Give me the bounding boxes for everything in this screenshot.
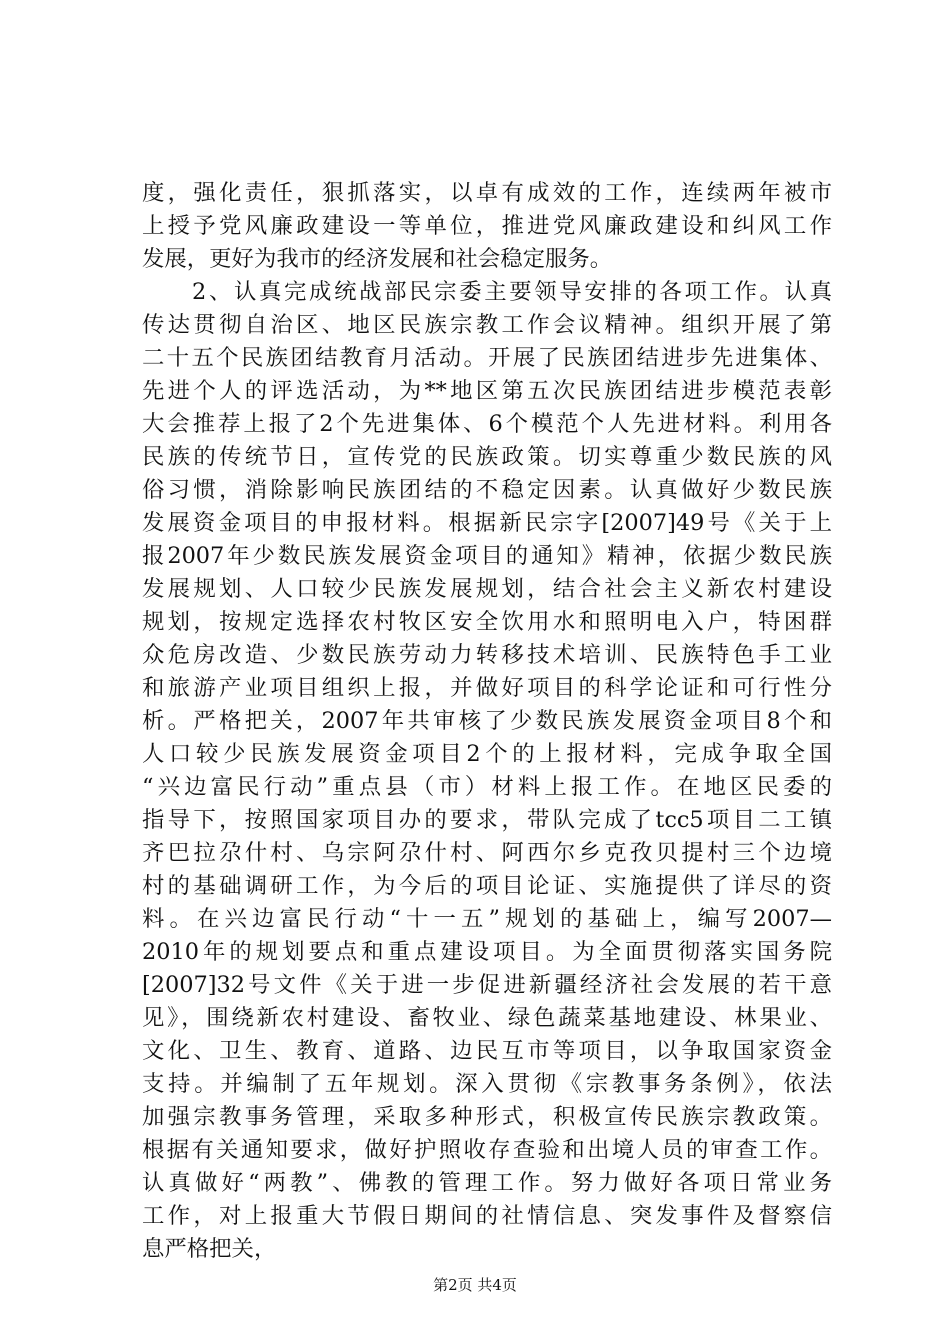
text-line: 息严格把关，	[142, 1236, 277, 1262]
text-line: “兴边富民行动”重点县（市）材料上报工作。在地区民委的	[142, 774, 832, 800]
text-line: 2010年的规划要点和重点建设项目。为全面贯彻落实国务院	[142, 939, 832, 965]
text-line: 支持。并编制了五年规划。深入贯彻《宗教事务条例》，依法	[142, 1071, 832, 1097]
text-line: 规划，按规定选择农村牧区安全饮用水和照明电入户，特困群	[142, 609, 832, 635]
text-line: 民族的传统节日，宣传党的民族政策。切实尊重少数民族的风	[142, 444, 832, 470]
text-line: 根据有关通知要求，做好护照收存查验和出境人员的审查工作。	[142, 1137, 832, 1163]
text-line: 众危房改造、少数民族劳动力转移技术培训、民族特色手工业	[142, 642, 832, 668]
page-number-label: 第2页 共4页	[433, 1276, 517, 1294]
text-line: 人口较少民族发展资金项目2个的上报材料，完成争取全国	[142, 741, 832, 767]
text-line: 认真做好“两教”、佛教的管理工作。努力做好各项日常业务	[142, 1170, 832, 1196]
page-footer	[0, 1275, 950, 1295]
document-body	[142, 177, 832, 1266]
text-line: 报2007年少数民族发展资金项目的通知》精神，依据少数民族	[142, 543, 832, 569]
text-line: 先进个人的评选活动，为**地区第五次民族团结进步模范表彰	[142, 378, 832, 404]
text-line: 发展，更好为我市的经济发展和社会稳定服务。	[142, 246, 613, 272]
text-line: 文化、卫生、教育、道路、边民互市等项目，以争取国家资金	[142, 1038, 832, 1064]
text-line: 和旅游产业项目组织上报，并做好项目的科学论证和可行性分	[142, 675, 832, 701]
text-line: 二十五个民族团结教育月活动。开展了民族团结进步先进集体、	[142, 345, 832, 371]
text-line: 析。严格把关，2007年共审核了少数民族发展资金项目8个和	[142, 708, 832, 734]
text-line: 村的基础调研工作，为今后的项目论证、实施提供了详尽的资	[142, 873, 832, 899]
text-line: 料。在兴边富民行动“十一五”规划的基础上，编写2007—	[142, 906, 832, 932]
text-line: 大会推荐上报了2个先进集体、6个模范个人先进材料。利用各	[142, 411, 832, 437]
text-line: 度，强化责任，狠抓落实，以卓有成效的工作，连续两年被市	[142, 180, 832, 206]
text-line: 上授予党风廉政建设一等单位，推进党风廉政建设和纠风工作	[142, 213, 832, 239]
text-line: 见》，围绕新农村建设、畜牧业、绿色蔬菜基地建设、林果业、	[142, 1005, 832, 1031]
text-line: 工作，对上报重大节假日期间的社情信息、突发事件及督察信	[142, 1203, 832, 1229]
text-line: 俗习惯，消除影响民族团结的不稳定因素。认真做好少数民族	[142, 477, 832, 503]
text-line: 发展规划、人口较少民族发展规划，结合社会主义新农村建设	[142, 576, 832, 602]
text-line: 加强宗教事务管理，采取多种形式，积极宣传民族宗教政策。	[142, 1104, 832, 1130]
text-line: 传达贯彻自治区、地区民族宗教工作会议精神。组织开展了第	[142, 312, 832, 338]
text-line: [2007]32号文件《关于进一步促进新疆经济社会发展的若干意	[142, 972, 832, 998]
text-line: 2、认真完成统战部民宗委主要领导安排的各项工作。认真	[142, 279, 832, 305]
text-line: 齐巴拉尕什村、乌宗阿尕什村、阿西尔乡克孜贝提村三个边境	[142, 840, 832, 866]
text-line: 发展资金项目的申报材料。根据新民宗字[2007]49号《关于上	[142, 510, 832, 536]
text-line: 指导下，按照国家项目办的要求，带队完成了tcc5项目二工镇	[142, 807, 832, 833]
